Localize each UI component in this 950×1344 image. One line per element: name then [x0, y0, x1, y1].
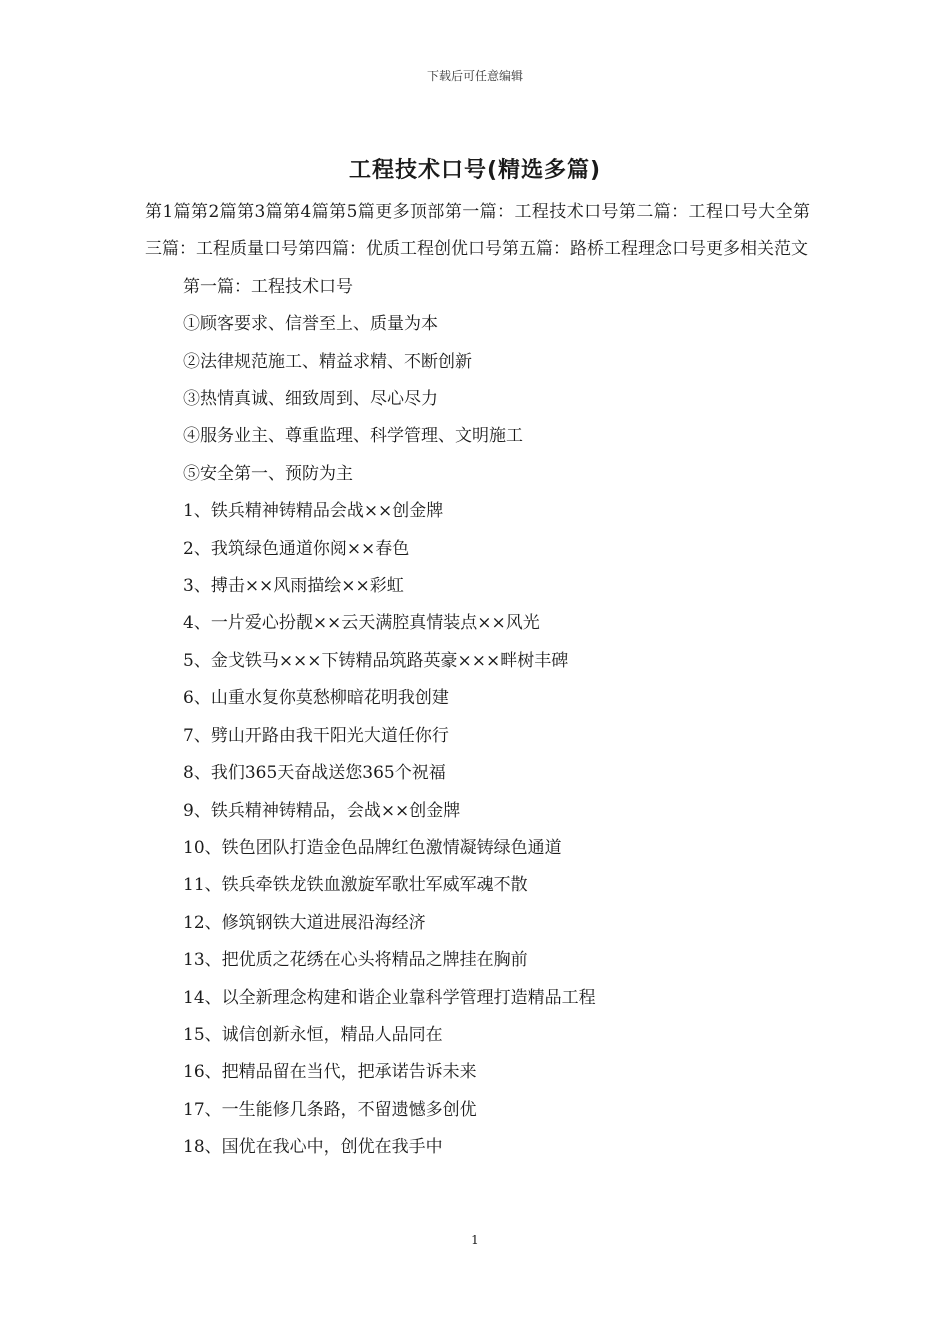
list-item: 16、把精品留在当代，把承诺告诉未来 [183, 1062, 477, 1083]
list-item: ②法律规范施工、精益求精、不断创新 [183, 351, 472, 372]
slogan-list [145, 269, 810, 1167]
list-item: 12、修筑钢铁大道进展沿海经济 [183, 912, 426, 933]
list-item: 5、金戈铁马×××下铸精品筑路英豪×××畔树丰碑 [183, 650, 569, 671]
list-item: ④服务业主、尊重监理、科学管理、文明施工 [183, 426, 523, 447]
list-item: 11、铁兵牵铁龙铁血激旋军歌壮军威军魂不散 [183, 875, 528, 896]
list-item: 4、一片爱心扮靓××云天满腔真情装点××风光 [183, 613, 540, 634]
page-header-note: 下载后可任意编辑 [426, 69, 523, 83]
intro-paragraph: 第1篇第2篇第3篇第4篇第5篇更多顶部第一篇：工程技术口号第二篇：工程口号大全第三篇：工程质量口号第四篇：优质工程创优口号第五篇：路桥工程理念口号更多相关范文 [145, 202, 810, 260]
list-item: 10、铁色团队打造金色品牌红色激情凝铸绿色通道 [183, 837, 562, 858]
list-item: 17、一生能修几条路，不留遗憾多创优 [183, 1099, 477, 1120]
list-item: 第一篇：工程技术口号 [183, 276, 353, 297]
list-item: 14、以全新理念构建和谐企业靠科学管理打造精品工程 [183, 987, 596, 1008]
list-item: 3、搏击××风雨描绘××彩虹 [183, 576, 404, 597]
list-item: 1、铁兵精神铸精品会战××创金牌 [183, 501, 444, 522]
list-item: 15、诚信创新永恒，精品人品同在 [183, 1024, 443, 1045]
list-item: 9、铁兵精神铸精品，会战××创金牌 [183, 800, 461, 821]
list-item: 7、劈山开路由我干阳光大道任你行 [183, 725, 449, 746]
list-item: ⑤安全第一、预防为主 [183, 463, 353, 484]
list-item: ③热情真诚、细致周到、尽心尽力 [183, 389, 438, 410]
list-item: ①顾客要求、信誉至上、质量为本 [183, 314, 438, 335]
list-item: 6、山重水复你莫愁柳暗花明我创建 [183, 688, 449, 709]
document-body [145, 194, 810, 1167]
list-item: 2、我筑绿色通道你阅××春色 [183, 538, 410, 559]
list-item: 8、我们365天奋战送您365个祝福 [183, 763, 446, 784]
document-title: 工程技术口号(精选多篇) [348, 158, 602, 183]
list-item: 18、国优在我心中，创优在我手中 [183, 1137, 443, 1158]
list-item: 13、把优质之花绣在心头将精品之牌挂在胸前 [183, 950, 528, 971]
page-number: 1 [471, 1233, 479, 1247]
